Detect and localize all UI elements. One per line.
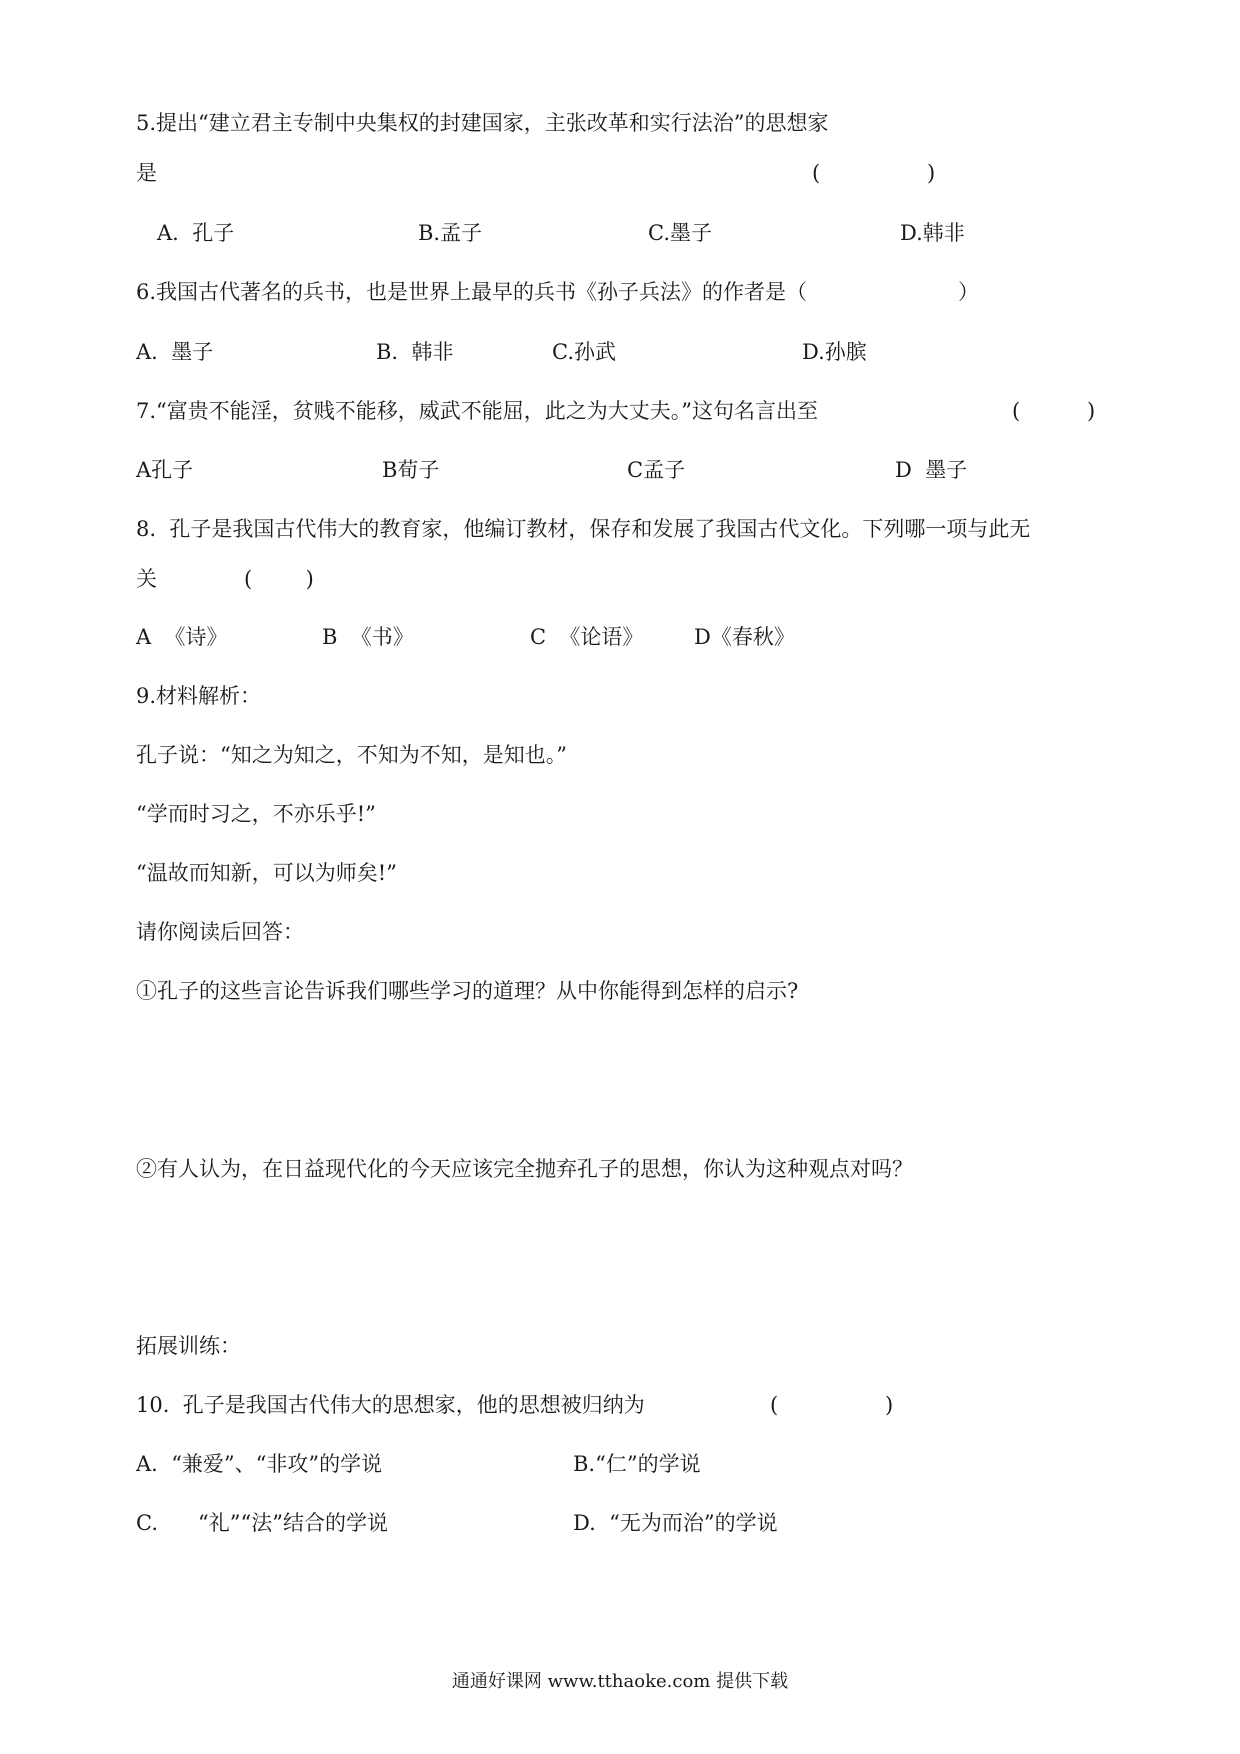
q7-stem: 7.“富贵不能淫，贫贱不能移，威武不能屈，此之为大丈夫。”这句名言出至 [136, 399, 819, 423]
q8-stem: 8. 孔子是我国古代伟大的教育家，他编订教材，保存和发展了我国古代文化。下列哪一项与此无 [136, 517, 1031, 541]
q5-option-a: A. 孔子 [157, 221, 235, 245]
q6-option-a: A. 墨子 [136, 340, 214, 364]
q5-stem: 5.提出“建立君主专制中央集权的封建国家，主张改革和实行法治”的思想家 [136, 111, 829, 135]
q7-option-d: D 墨子 [895, 458, 968, 482]
q9-prompt: 请你阅读后回答： [136, 920, 304, 944]
q7-answer-blank: ( ) [1012, 399, 1096, 423]
extension-title: 拓展训练： [136, 1334, 241, 1358]
q6-option-c: C.孙武 [552, 340, 616, 364]
q9-title: 9.材料解析： [136, 684, 262, 708]
page-footer: 通通好课网 www.tthaoke.com 提供下载 [451, 1671, 789, 1692]
q8-option-c: C 《论语》 [530, 625, 644, 649]
q5-option-c: C.墨子 [648, 221, 712, 245]
q7-option-a: A孔子 [136, 458, 194, 482]
q8-option-d: D《春秋》 [694, 625, 795, 649]
q10-option-c: C. “礼”“法”结合的学说 [136, 1511, 388, 1535]
q8-option-a: A 《诗》 [136, 625, 228, 649]
q5-option-d: D.韩非 [900, 221, 965, 245]
q8-option-b: B 《书》 [322, 625, 414, 649]
q8-stem-cont: 关 [136, 567, 157, 591]
q6-option-d: D.孙膑 [802, 340, 867, 364]
q7-option-b: B荀子 [382, 458, 440, 482]
q5-stem-cont: 是 [136, 161, 157, 185]
q6-stem: 6.我国古代著名的兵书，也是世界上最早的兵书《孙子兵法》的作者是（ [136, 280, 808, 304]
q10-answer-blank: ( ) [770, 1393, 894, 1417]
q7-option-c: C孟子 [627, 458, 686, 482]
q5-answer-blank: ( ) [812, 161, 936, 185]
q10-option-d: D. “无为而治”的学说 [573, 1511, 778, 1535]
q9-quote-1: 孔子说：“知之为知之，不知为不知，是知也。” [136, 743, 567, 767]
q9-quote-3: “温故而知新，可以为师矣!” [136, 861, 397, 885]
q9-subquestion-2: ②有人认为，在日益现代化的今天应该完全抛弃孔子的思想，你认为这种观点对吗？ [136, 1157, 913, 1181]
q9-subquestion-1: ①孔子的这些言论告诉我们哪些学习的道理？从中你能得到怎样的启示? [136, 979, 799, 1003]
q6-answer-blank: ） [958, 280, 979, 304]
q8-answer-blank: ( ) [244, 567, 314, 591]
q6-option-b: B. 韩非 [376, 340, 454, 364]
q10-stem: 10. 孔子是我国古代伟大的思想家，他的思想被归纳为 [136, 1393, 645, 1417]
q9-quote-2: “学而时习之，不亦乐乎!” [136, 802, 376, 826]
q10-option-b: B.“仁”的学说 [573, 1452, 701, 1476]
q5-option-b: B.孟子 [418, 221, 483, 245]
q10-option-a: A. “兼爱”、“非攻”的学说 [136, 1452, 383, 1476]
